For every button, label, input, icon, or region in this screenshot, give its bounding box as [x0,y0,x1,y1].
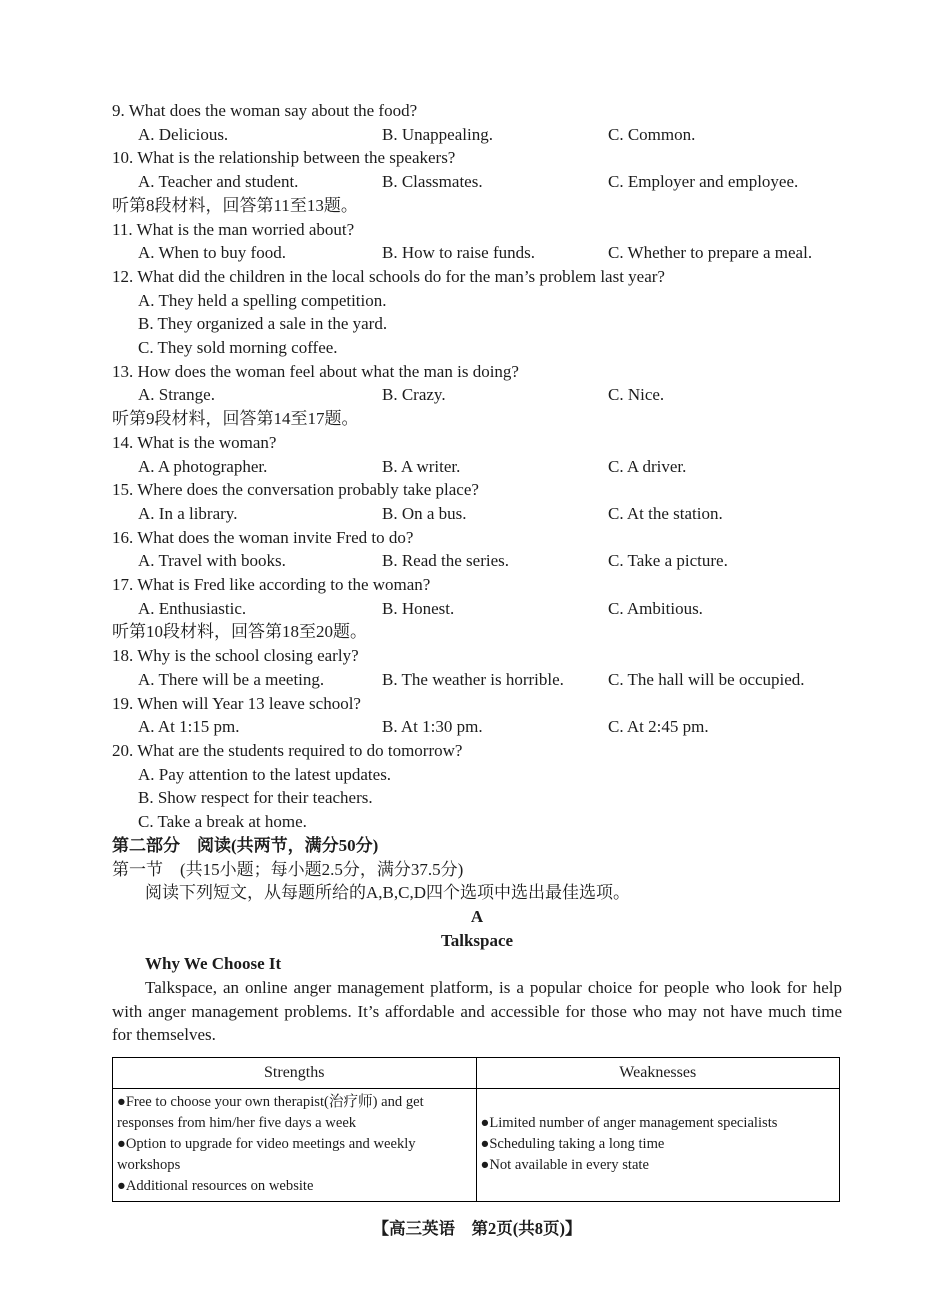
question-16-options [112,549,842,573]
strengths-cell [113,1089,477,1202]
strength-item: ●Additional resources on website [117,1178,314,1195]
question-11-stem: 11. What is the man worried about? [112,219,355,239]
option-b: B. Unappealing. [382,124,493,144]
weaknesses-header: Weaknesses [476,1058,840,1089]
table-header-row [113,1058,840,1089]
option-a: A. In a library. [138,503,238,523]
question-9-options [112,123,842,147]
passage-label: A [470,906,484,926]
weakness-item: ●Scheduling taking a long time [480,1136,665,1153]
option-a: A. They held a spelling competition. [138,290,387,310]
listening-direction-10: 听第10段材料，回答第18至20题。 [112,622,367,642]
option-a: A. Enthusiastic. [138,598,247,618]
option-b: B. Show respect for their teachers. [138,788,373,808]
option-b: B. Classmates. [382,172,483,192]
option-b: B. At 1:30 pm. [382,717,483,737]
option-c: C. Common. [608,124,696,144]
option-b: B. On a bus. [382,503,467,523]
question-16-stem: 16. What does the woman invite Fred to do? [112,527,414,547]
table-body-row [113,1089,840,1202]
question-13-options [112,383,842,407]
option-b: B. How to raise funds. [382,243,535,263]
question-15-stem: 15. Where does the conversation probably take place? [112,480,479,500]
passage-subheading: Why We Choose It [145,954,282,974]
option-a: A. Delicious. [138,124,229,144]
option-b: B. They organized a sale in the yard. [138,314,388,334]
option-a: A. At 1:15 pm. [138,717,240,737]
question-14-stem: 14. What is the woman? [112,432,277,452]
question-15-options [112,502,842,526]
question-9-stem: 9. What does the woman say about the food? [112,101,418,120]
option-c: C. Nice. [608,385,665,405]
question-10-options [112,170,842,194]
option-b: B. The weather is horrible. [382,669,564,689]
option-a: A. Pay attention to the latest updates. [138,764,392,784]
question-20-options [112,763,842,834]
option-c: C. Take a picture. [608,551,728,571]
option-a: A. When to buy food. [138,243,286,263]
part2-instruction: 阅读下列短文，从每题所给的A,B,C,D四个选项中选出最佳选项。 [145,883,630,903]
option-a: A. A photographer. [138,456,268,476]
question-20-stem: 20. What are the students required to do tomorrow? [112,740,463,760]
question-19-stem: 19. When will Year 13 leave school? [112,693,361,713]
part2-heading: 第二部分 阅读(共两节，满分50分) [112,835,379,855]
question-19-options [112,715,842,739]
option-a: A. Teacher and student. [138,172,299,192]
option-c: C. Ambitious. [608,598,703,618]
question-17-options [112,597,842,621]
option-b: B. Read the series. [382,551,509,571]
option-b: B. Honest. [382,598,455,618]
question-14-options [112,455,842,479]
question-12-stem: 12. What did the children in the local schools do for the man’s problem last year? [112,266,665,286]
option-c: C. Take a break at home. [138,812,307,832]
question-11-options [112,241,842,265]
strengths-header: Strengths [113,1058,477,1089]
option-b: B. Crazy. [382,385,446,405]
weaknesses-cell [476,1089,840,1202]
page-footer: 【高三英语 第2页(共8页)】 [372,1219,582,1239]
option-c: C. A driver. [608,456,687,476]
option-a: A. Strange. [138,385,215,405]
option-c: C. Whether to prepare a meal. [608,243,813,263]
question-18-stem: 18. Why is the school closing early? [112,646,359,666]
strength-item: ●Free to choose your own therapist(治疗师) and get responses from him/her five days a week [117,1094,424,1132]
option-b: B. A writer. [382,456,461,476]
option-c: C. They sold morning coffee. [138,338,338,358]
page-content [112,99,842,1239]
passage-paragraph: Talkspace, an online anger management platform, is a popular choice for people who look for help with anger management problems. It’s affordable and accessible for those who may not have much time for themselves. [112,978,842,1045]
listening-direction-9: 听第9段材料，回答第14至17题。 [112,409,359,429]
weakness-item: ●Not available in every state [480,1157,649,1174]
part2-section1-heading: 第一节 (共15小题；每小题2.5分，满分37.5分) [112,859,464,879]
weakness-item: ●Limited number of anger management specialists [480,1115,778,1132]
question-17-stem: 17. What is Fred like according to the woman? [112,575,431,595]
option-c: C. Employer and employee. [608,172,799,192]
strengths-weaknesses-table [112,1057,840,1202]
option-c: C. At 2:45 pm. [608,717,709,737]
option-c: C. At the station. [608,503,723,523]
question-18-options [112,668,842,692]
strength-item: ●Option to upgrade for video meetings and weekly workshops [117,1136,416,1174]
option-a: A. There will be a meeting. [138,669,325,689]
question-13-stem: 13. How does the woman feel about what the man is doing? [112,361,519,381]
passage-title: Talkspace [440,930,514,950]
listening-direction-8: 听第8段材料，回答第11至13题。 [112,195,358,215]
option-c: C. The hall will be occupied. [608,669,805,689]
question-10-stem: 10. What is the relationship between the speakers? [112,148,456,168]
option-a: A. Travel with books. [138,551,286,571]
question-12-options [112,289,842,360]
